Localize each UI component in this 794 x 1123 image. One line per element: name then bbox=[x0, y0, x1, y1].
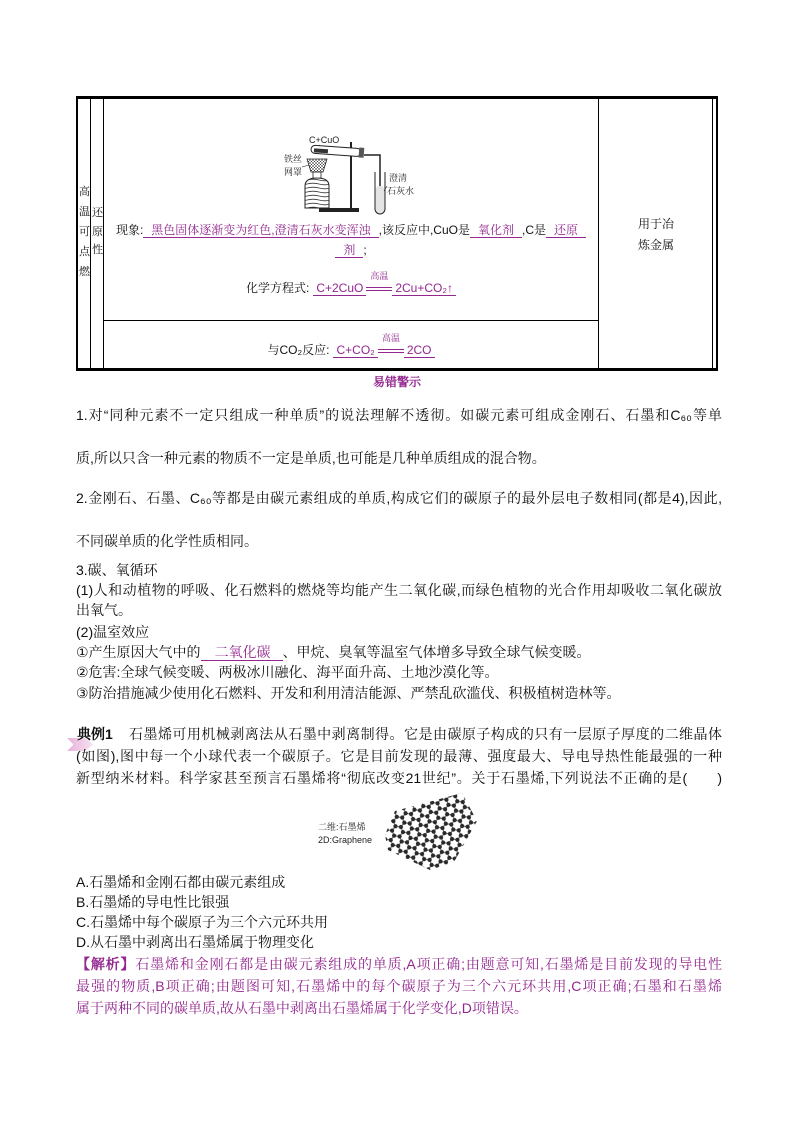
equation-reactants: C+CO₂ bbox=[333, 343, 377, 358]
graphene-sheet bbox=[385, 793, 477, 870]
table-row-divider bbox=[103, 320, 598, 321]
graphene-label-en: 2D:Graphene bbox=[318, 835, 373, 845]
table-divider-application bbox=[598, 99, 599, 368]
analysis-text-1: 石墨烯和金刚石都是由碳元素组成的单质,A项正确;由题意可知,石墨烯是目前发现的导电性 bbox=[135, 956, 723, 972]
example-tag: 典例1 bbox=[77, 726, 113, 742]
equation-products: 2CO bbox=[404, 343, 435, 358]
carbon-reduction-apparatus bbox=[283, 130, 418, 218]
answer-reductant-part2: 剂 bbox=[335, 243, 363, 258]
graphene-figure-label bbox=[318, 821, 372, 847]
equation-carbon-dioxide bbox=[104, 332, 598, 358]
phenomenon-line-1 bbox=[104, 222, 598, 238]
greenhouse-cause-answer: 二氧化碳 bbox=[201, 644, 283, 661]
graphene-lattice-image bbox=[380, 788, 480, 874]
table-border-bottom bbox=[76, 368, 718, 371]
option-d: D.从石墨中剥离出石墨烯属于物理变化 bbox=[76, 934, 314, 950]
reaction-condition: 高温 bbox=[381, 332, 400, 343]
greenhouse-title: (2)温室效应 bbox=[76, 624, 150, 640]
test-tube bbox=[311, 144, 365, 158]
reaction-condition: 高温 bbox=[370, 270, 389, 281]
mesh-label-line2: 网罩 bbox=[284, 167, 303, 177]
answer-oxidant: 氧化剂 bbox=[470, 223, 522, 238]
table-border-right-outer bbox=[716, 96, 718, 371]
equation-label: 化学方程式: bbox=[245, 281, 310, 295]
limewater-label-line2: 石灰水 bbox=[387, 186, 415, 196]
stand-base bbox=[319, 208, 359, 212]
greenhouse-harm: ②危害:全球气候变暖、两极冰川融化、海平面升高、土地沙漠化等。 bbox=[76, 664, 499, 680]
phenomenon-text-reductant: ,C是 bbox=[522, 223, 547, 237]
reaction-equals-sign bbox=[366, 270, 392, 295]
example-question-line2: (如图),图中每一个小球代表一个碳原子。它是目前发现的最薄、强度最大、导电导热性能最强的一种 bbox=[76, 748, 722, 764]
answer-observation: 黑色固体逐渐变为红色,澄清石灰水变浑浊 bbox=[143, 223, 378, 238]
table-property-cell: 还原性 bbox=[92, 207, 103, 256]
graphene-label-cn: 二维:石墨烯 bbox=[318, 822, 366, 832]
phenomenon-end: ; bbox=[363, 243, 367, 257]
warning-item2-line2: 不同碳单质的化学性质相同。 bbox=[76, 533, 258, 549]
answer-reductant-part1: 还原 bbox=[546, 223, 586, 238]
greenhouse-prevention: ③防治措施减少使用化石燃料、开发和利用清洁能源、严禁乱砍滥伐、积极植树造林等。 bbox=[76, 685, 621, 701]
phenomenon-label: 现象: bbox=[115, 223, 144, 237]
cycle-point1-line2: 出氧气。 bbox=[76, 602, 132, 618]
greenhouse-cause-prefix: ①产生原因大气中的 bbox=[76, 644, 201, 660]
option-c: C.石墨烯中每个碳原子为三个六元环共用 bbox=[76, 914, 328, 930]
example-question-line1: 石墨烯可用机械剥离法从石墨中剥离制得。它是由碳原子构成的只有一层原子厚度的二维晶体 bbox=[129, 726, 722, 742]
table-border-left bbox=[76, 96, 78, 371]
warning-item1-line1: 1.对“同种元素不一定只组成一种单质”的说法理解不透彻。如碳元素可组成金刚石、石墨和C₆₀等单 bbox=[76, 407, 722, 423]
phenomenon-text-oxidant: ,该反应中,CuO是 bbox=[378, 223, 470, 237]
reaction-equals-sign bbox=[378, 332, 404, 357]
equation-reactants: C+2CuO bbox=[313, 281, 366, 296]
table-category-cell: 高温可点燃 bbox=[79, 186, 90, 278]
alcohol-lamp bbox=[305, 172, 329, 208]
warning-item2-line1: 2.金刚石、石墨、C₆₀等都是由碳元素组成的单质,构成它们的碳原子的最外层电子数相同(都是4),因此, bbox=[76, 490, 722, 506]
table-border-top bbox=[76, 96, 718, 99]
warning-title: 易错警示 bbox=[372, 375, 421, 389]
equation-products: 2Cu+CO₂↑ bbox=[392, 281, 456, 296]
table-border-right-inner bbox=[712, 99, 713, 368]
option-a: A.石墨烯和金刚石都由碳元素组成 bbox=[76, 874, 286, 890]
greenhouse-cause bbox=[76, 642, 722, 662]
equation-carbon-copper-oxide bbox=[104, 270, 598, 296]
analysis-line1 bbox=[76, 954, 722, 974]
phenomenon-line-2 bbox=[104, 242, 598, 258]
reactant-label: C+CuO bbox=[309, 135, 340, 145]
cycle-title: 3.碳、氧循环 bbox=[76, 562, 158, 578]
equation-label: 与CO₂反应: bbox=[267, 343, 330, 357]
limewater-label-line1: 澄清 bbox=[389, 173, 408, 183]
wire-mesh-cover bbox=[307, 159, 327, 172]
table-divider-category bbox=[90, 99, 91, 368]
greenhouse-cause-suffix: 、甲烷、臭氧等温室气体增多导致全球气候变暖。 bbox=[282, 644, 591, 660]
analysis-tag: 【解析】 bbox=[76, 956, 136, 972]
example-question-line3: 新型纳米材料。科学家甚至预言石墨烯将“彻底改变21世纪”。关于石墨烯,下列说法不正确的是( ) bbox=[76, 770, 722, 786]
table-application-cell: 用于冶炼金属 bbox=[638, 217, 675, 252]
mesh-label-line1: 铁丝 bbox=[284, 154, 303, 164]
warning-item1-line2: 质,所以只含一种元素的物质不一定是单质,也可能是几种单质组成的混合物。 bbox=[76, 450, 546, 466]
analysis-line2: 最强的物质,B项正确;由题图可知,石墨烯中的每个碳原子为三个六元环共用,C项正确;石墨和石墨烯 bbox=[76, 978, 722, 994]
cycle-point1-line1: (1)人和动植物的呼吸、化石燃料的燃烧等均能产生二氧化碳,而绿色植物的光合作用却吸收二氧化碳放 bbox=[76, 582, 722, 598]
analysis-line3: 属于两种不同的碳单质,故从石墨中剥离出石墨烯属于化学变化,D项错误。 bbox=[76, 1000, 528, 1016]
option-b: B.石墨烯的导电性比银强 bbox=[76, 894, 230, 910]
